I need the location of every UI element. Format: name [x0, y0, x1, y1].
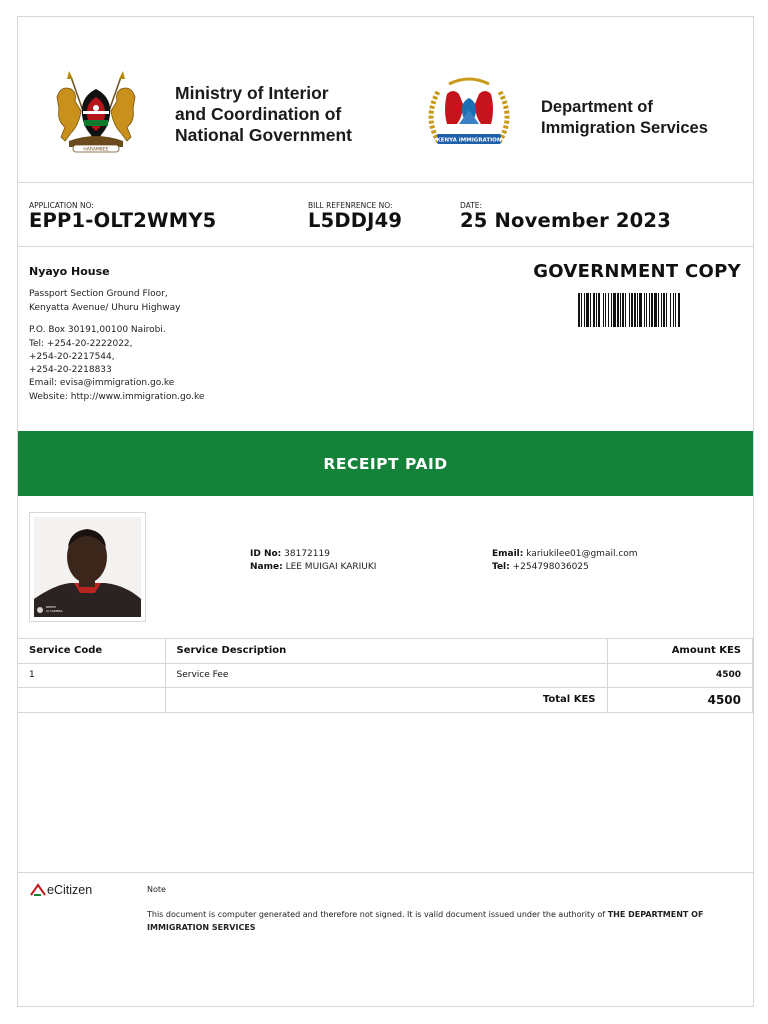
table-row [18, 663, 753, 688]
date-value: 25 November 2023 [460, 209, 671, 232]
barcode-bar [658, 293, 659, 327]
total-value: 4500 [607, 688, 753, 713]
phone-line: Tel: +254-20-2222022, [29, 339, 133, 349]
total-row [18, 688, 753, 713]
barcode-bar [581, 293, 582, 327]
barcode-bar [644, 293, 645, 327]
amount-header: Amount KES [607, 639, 753, 664]
ecitizen-logo [29, 883, 92, 897]
services-table [18, 638, 753, 713]
barcode-bar [678, 293, 680, 327]
receipt-status-text: RECEIPT PAID [323, 454, 448, 473]
barcode-bar [617, 293, 619, 327]
barcode-bar [625, 293, 626, 327]
barcode-bar [598, 293, 600, 327]
bill-reference-label: BILL REFENRENCE NO: [308, 201, 393, 210]
barcode-bar [584, 293, 585, 327]
name-label: Name: [250, 562, 283, 572]
website-line: Website: http://www.immigration.go.ke [29, 392, 205, 402]
barcode-bar [605, 293, 606, 327]
barcode-bar [663, 293, 665, 327]
name-row [250, 562, 376, 572]
ministry-line: and Coordination of [175, 104, 342, 124]
svg-text:HARAMBEE: HARAMBEE [83, 147, 109, 153]
ministry-line: Ministry of Interior [175, 83, 329, 103]
barcode-bar [673, 293, 674, 327]
department-line: Department of [541, 98, 653, 116]
email-line: Email: evisa@immigration.go.ke [29, 378, 175, 388]
office-name: Nyayo House [29, 265, 110, 278]
barcode-bar [670, 293, 671, 327]
barcode-bar [651, 293, 653, 327]
barcode-bar [590, 293, 591, 327]
barcode-bar [675, 293, 676, 327]
ministry-name [175, 83, 352, 146]
date-label: DATE: [460, 201, 483, 210]
service-code-header: Service Code [18, 639, 165, 664]
note-body: This document is computer generated and therefore not signed. It is valid document issued under the authority of [147, 910, 608, 919]
barcode-bar [603, 293, 604, 327]
barcode-bar [649, 293, 650, 327]
application-no-value: EPP1-OLT2WMY5 [29, 209, 217, 232]
barcode-bar [666, 293, 667, 327]
kenya-coat-of-arms-logo [51, 67, 141, 157]
phone-line: +254-20-2218833 [29, 365, 112, 375]
barcode-bar [596, 293, 597, 327]
note-title: Note [147, 885, 166, 894]
barcode-bar [639, 293, 642, 327]
divider [18, 246, 753, 247]
application-no-label: APPLICATION NO: [29, 201, 94, 210]
barcode-bar [634, 293, 636, 327]
total-label: Total KES [165, 688, 607, 713]
tel-row [492, 562, 589, 572]
barcode-bar [593, 293, 595, 327]
bill-reference-value: L5DDJ49 [308, 209, 403, 232]
id-value: 38172119 [284, 549, 330, 559]
name-value: LEE MUIGAI KARIUKI [285, 562, 377, 572]
department-line: Immigration Services [541, 119, 708, 137]
id-number-row [250, 549, 330, 559]
tel-label: Tel: [492, 562, 510, 572]
barcode-bar [629, 293, 630, 327]
address-line: Passport Section Ground Floor, [29, 289, 168, 299]
barcode-bar [608, 293, 609, 327]
barcode-bar [620, 293, 621, 327]
divider [18, 182, 753, 183]
email-value: kariukilee01@gmail.com [526, 549, 638, 559]
barcode-bar [611, 293, 612, 327]
address-line: P.O. Box 30191,00100 Nairobi. [29, 325, 166, 335]
barcode-bar [631, 293, 633, 327]
barcode [578, 293, 736, 327]
barcode-bar [578, 293, 580, 327]
svg-text:AI CAMERA: AI CAMERA [46, 609, 63, 613]
phone-line: +254-20-2217544, [29, 352, 115, 362]
department-name [541, 97, 708, 139]
table-header-row [18, 639, 753, 664]
amount-cell: 4500 [607, 663, 753, 688]
divider [18, 872, 753, 873]
empty-cell [18, 688, 165, 713]
note-authority: THE DEPARTMENT OF IMMIGRATION SERVICES [147, 910, 704, 932]
ecitizen-icon [29, 883, 47, 897]
svg-text:REDMI: REDMI [46, 605, 56, 609]
address-line: Kenyatta Avenue/ Uhuru Highway [29, 303, 181, 313]
ecitizen-brand: eCitizen [47, 883, 93, 897]
note-text [147, 908, 742, 934]
copy-label: GOVERNMENT COPY [533, 261, 741, 282]
receipt-document [17, 16, 754, 1007]
svg-text:KENYA IMMIGRATION: KENYA IMMIGRATION [436, 137, 502, 144]
receipt-status-banner [18, 431, 753, 496]
ministry-line: National Government [175, 125, 352, 145]
id-label: ID No: [250, 549, 282, 559]
tel-value: +254798036025 [512, 562, 589, 572]
barcode-bar [646, 293, 647, 327]
immigration-logo [421, 72, 517, 156]
service-description-cell: Service Fee [165, 663, 607, 688]
email-label: Email: [492, 549, 524, 559]
email-row [492, 549, 638, 559]
barcode-bar [637, 293, 638, 327]
applicant-photo [29, 512, 146, 622]
service-description-header: Service Description [165, 639, 607, 664]
service-code-cell: 1 [18, 663, 165, 688]
barcode-bar [654, 293, 657, 327]
barcode-bar [661, 293, 662, 327]
barcode-bar [586, 293, 589, 327]
barcode-bar [622, 293, 624, 327]
barcode-bar [613, 293, 616, 327]
